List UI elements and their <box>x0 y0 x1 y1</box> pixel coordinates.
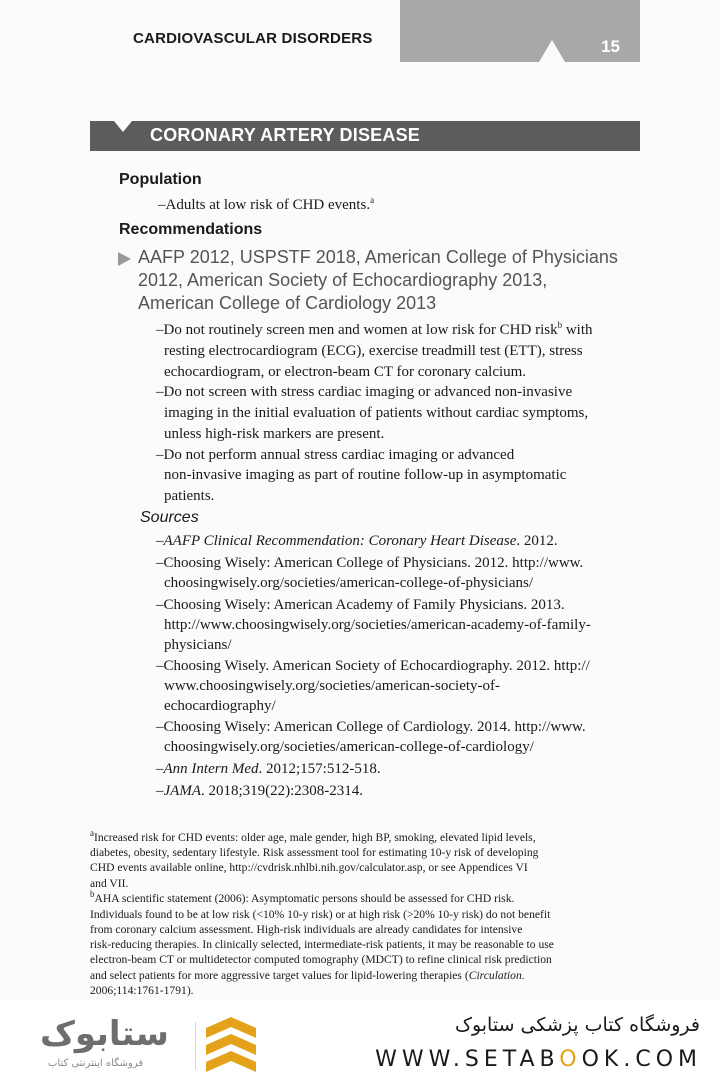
source-line: –JAMA. 2018;319(22):2308-2314. <box>156 783 364 799</box>
source-line: –Choosing Wisely. American Society of Echocardiography. 2012. http:// <box>156 658 590 674</box>
recommendations-heading: Recommendations <box>119 221 263 238</box>
page-number: 15 <box>601 37 620 56</box>
source-line: physicians/ <box>164 637 232 653</box>
recommendation-line: patients. <box>164 488 215 504</box>
source-line: http://www.choosingwisely.org/societies/american-academy-of-family- <box>164 617 591 633</box>
source-line: choosingwisely.org/societies/american-college-of-cardiology/ <box>164 739 534 755</box>
recommendation-line: –Do not perform annual stress cardiac imaging or advanced <box>156 447 515 463</box>
source-line: –Choosing Wisely: American Academy of Family Physicians. 2013. <box>156 597 565 613</box>
sources-heading: Sources <box>140 509 199 526</box>
organization-line: American College of Cardiology 2013 <box>138 293 437 313</box>
source-line: choosingwisely.org/societies/american-college-of-physicians/ <box>164 575 534 591</box>
recommendation-line: –Do not screen with stress cardiac imaging or advanced non-invasive <box>156 384 573 400</box>
footnote-line: CHD events available online, http://cvdrisk.nhlbi.nih.gov/calculator.asp, or see Appendices VI <box>90 861 528 874</box>
source-line: –Choosing Wisely: American College of Cardiology. 2014. http://www. <box>156 719 586 735</box>
recommendation-line: echocardiogram, or electron-beam CT for coronary calcium. <box>164 364 527 380</box>
setabook-chevron-logo-icon <box>206 1017 256 1073</box>
recommendation-line: unless high-risk markers are present. <box>164 426 385 442</box>
footnote-line: diabetes, obesity, sedentary lifestyle. Risk assessment tool for estimating 10-y risk of developing <box>90 846 539 859</box>
page-number-tab <box>400 0 640 62</box>
source-line: –Ann Intern Med. 2012;157:512-518. <box>156 761 381 777</box>
source-line: –Choosing Wisely: American College of Physicians. 2012. http://www. <box>156 555 584 571</box>
logo-divider <box>195 1022 196 1070</box>
source-line: www.choosingwisely.org/societies/american-society-of- <box>164 678 501 694</box>
footnote-line: from coronary calcium assessment. High-risk individuals are already candidates for intensive <box>90 923 523 936</box>
section-title-bar <box>90 121 640 151</box>
footnote-line: and VII. <box>90 877 129 890</box>
source-line: echocardiography/ <box>164 698 276 714</box>
setabook-logo-text: ستابوک <box>40 1014 169 1054</box>
footnote-line: Individuals found to be at low risk (<10% 10-y risk) or at high risk (>20% 10-y risk) do not benefit <box>90 908 551 921</box>
population-heading: Population <box>119 171 202 188</box>
footnote-line: $^a$Increased risk for CHD events: older age, male gender, high BP, smoking, elevated lipid levels, <box>90 828 536 844</box>
recommendation-line: imaging in the initial evaluation of patients without cardiac symptoms, <box>164 405 589 421</box>
triangle-bullet-icon <box>118 252 131 266</box>
footnote-line: $^b$AHA scientific statement (2006): Asymptomatic persons should be assessed for CHD risk. <box>90 889 515 905</box>
recommendation-line: –Do not routinely screen men and women at low risk for CHD risk$^b$ with <box>156 320 593 338</box>
store-url: WWW.SETABOOK.COM <box>375 1047 702 1072</box>
population-item: –Adults at low risk of CHD events.$^a$ <box>158 195 375 213</box>
organization-line: 2012, American Society of Echocardiography 2013, <box>138 270 548 290</box>
footnote-line: and select patients for more aggressive target values for lipid-lowering therapies (Circulation. <box>90 969 525 982</box>
recommendation-line: non-invasive imaging as part of routine follow-up in asymptomatic <box>164 467 567 483</box>
tab-notch <box>539 40 565 62</box>
running-head: CARDIOVASCULAR DISORDERS <box>133 30 373 47</box>
recommendation-line: resting electrocardiogram (ECG), exercise treadmill test (ETT), stress <box>164 343 583 359</box>
source-line: –AAFP Clinical Recommendation: Coronary Heart Disease. 2012. <box>156 533 558 549</box>
footnote-line: 2006;114:1761-1791). <box>90 984 194 997</box>
setabook-logo-subtitle: فروشگاه اینترنتی کتاب <box>48 1058 144 1069</box>
section-title: CORONARY ARTERY DISEASE <box>150 125 420 145</box>
section-bar-notch <box>114 121 132 132</box>
footnote-line: electron-beam CT or multidetector computed tomography (MDCT) to refine clinical risk prediction <box>90 953 552 966</box>
store-name: فروشگاه کتاب پزشکی ستابوک <box>454 1014 700 1036</box>
organization-line: AAFP 2012, USPSTF 2018, American College of Physicians <box>138 247 618 267</box>
footnote-line: risk-reducing therapies. In clinically selected, intermediate-risk patients, it may be reasonable to use <box>90 938 554 951</box>
